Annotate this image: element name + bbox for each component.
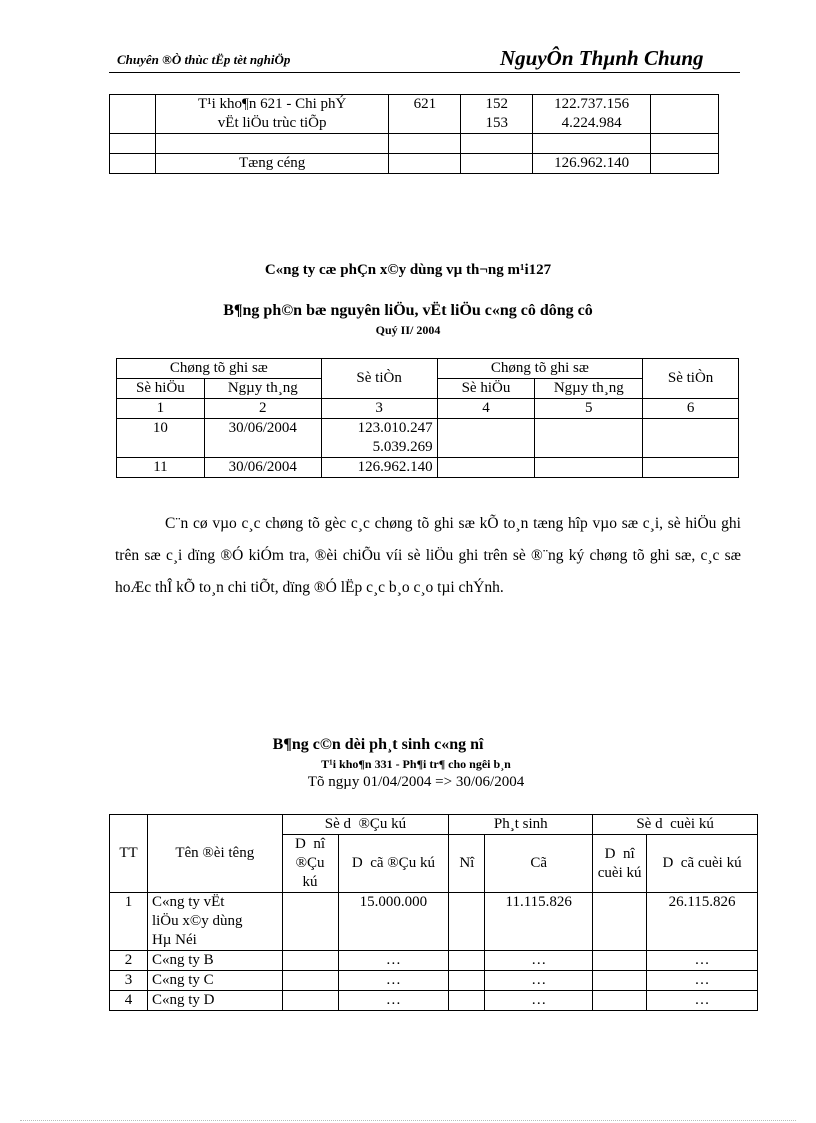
header-line: kú bbox=[302, 874, 318, 890]
name-line: liÖu x©y dùng bbox=[151, 913, 243, 929]
total-label: Tæng céng bbox=[155, 154, 389, 174]
closing-credit-value: … bbox=[647, 991, 758, 1011]
opening-credit-value: … bbox=[338, 971, 449, 991]
credit-line: 152 bbox=[485, 96, 508, 112]
voucher-number: 10 bbox=[117, 419, 205, 458]
col-number: 2 bbox=[204, 399, 321, 419]
header-line: ®Çu bbox=[295, 855, 325, 871]
col-number: 5 bbox=[535, 399, 643, 419]
balance-date-range: Tõ ngµy 01/04/2004 => 30/06/2004 bbox=[307, 774, 525, 790]
header-divider bbox=[109, 72, 740, 73]
body-paragraph: C¨n cø vµo c¸c chøng tõ gèc c¸c chøng tõ ghi sæ kÕ to¸n tæng hîp vµo sæ c¸i, sè hiÖu ghi trên sæ c¸i dïng ®Ó kiÓm tra, ®èi chiÕu víi sè liÖu ghi trên sè ®¨ng ký chøng tõ ghi sæ, c¸c sæ hoÆc thÎ kÕ to¸n chi tiÕt, dïng ®Ó lËp c¸c b¸o c¸o tµi chÝnh. bbox=[115, 515, 741, 596]
header-line: D nî bbox=[604, 845, 635, 862]
amounts bbox=[533, 95, 651, 134]
opening-credit-value: … bbox=[338, 951, 449, 971]
credit-line: 153 bbox=[485, 115, 508, 131]
allocation-table bbox=[116, 358, 739, 478]
voucher-group-header: Chøng tõ ghi sæ bbox=[117, 359, 322, 379]
amount-line: 5.039.269 bbox=[372, 439, 433, 455]
voucher-group-header: Chøng tõ ghi sæ bbox=[437, 359, 643, 379]
account-description bbox=[155, 95, 389, 134]
voucher-amount: 126.962.140 bbox=[321, 458, 437, 478]
row-name: C«ng ty B bbox=[147, 951, 282, 971]
table-row bbox=[110, 95, 719, 134]
credit-value: 11.115.826 bbox=[485, 893, 593, 951]
credit-accounts bbox=[461, 95, 533, 134]
header-author-name: NguyÔn Thµnh Chung bbox=[500, 46, 704, 70]
amount-line: 123.010.247 bbox=[357, 420, 433, 436]
number-header: Sè hiÖu bbox=[117, 379, 205, 399]
balance-table bbox=[109, 814, 758, 1011]
closing-header: Sè d cuèi kú bbox=[593, 815, 758, 835]
tt-header: TT bbox=[110, 815, 148, 893]
footer-divider bbox=[20, 1120, 796, 1121]
amount-header: Sè tiÒn bbox=[643, 359, 739, 399]
name-line: Hµ Néi bbox=[151, 932, 197, 948]
opening-credit-header: D cã ®Çu kú bbox=[338, 835, 449, 893]
col-number: 6 bbox=[643, 399, 739, 419]
closing-credit-value: 26.115.826 bbox=[647, 893, 758, 951]
desc-line: T¹i kho¶n 621 - Chi phÝ bbox=[197, 96, 347, 112]
opening-debit-header bbox=[282, 835, 338, 893]
row-tt: 2 bbox=[110, 951, 148, 971]
credit-value: … bbox=[485, 971, 593, 991]
row-tt: 3 bbox=[110, 971, 148, 991]
col-number: 3 bbox=[321, 399, 437, 419]
table-row-total bbox=[110, 154, 719, 174]
header-line: cuèi kú bbox=[597, 864, 642, 881]
cost-table bbox=[109, 94, 719, 174]
row-tt: 1 bbox=[110, 893, 148, 951]
debit-header: Nî bbox=[449, 835, 485, 893]
credit-value: … bbox=[485, 951, 593, 971]
voucher-date: 30/06/2004 bbox=[204, 458, 321, 478]
company-name: C«ng ty cæ phÇn x©y dùng vµ th¬ng m¹i127 bbox=[264, 262, 552, 278]
row-tt: 4 bbox=[110, 991, 148, 1011]
total-amount: 126.962.140 bbox=[533, 154, 651, 174]
balance-subtitle: T¹i kho¶n 331 - Ph¶i tr¶ cho ngêi b¸n bbox=[321, 757, 511, 771]
closing-credit-value: … bbox=[647, 971, 758, 991]
allocation-title: B¶ng ph©n bæ nguyên liÖu, vËt liÖu c«ng cô dông cô bbox=[223, 302, 593, 319]
opening-credit-value: … bbox=[338, 991, 449, 1011]
header-document-title: Chuyên ®Ò thùc tËp tèt nghiÖp bbox=[117, 52, 291, 67]
table-row bbox=[117, 419, 739, 458]
period-label: Quý II/ 2004 bbox=[375, 323, 441, 337]
closing-debit-header bbox=[593, 835, 647, 893]
header-line: D nî bbox=[295, 836, 326, 852]
row-name bbox=[147, 893, 282, 951]
table-row bbox=[110, 991, 758, 1011]
opening-header: Sè d ®Çu kú bbox=[282, 815, 449, 835]
credit-value: … bbox=[485, 991, 593, 1011]
date-header: Ngµy th¸ng bbox=[204, 379, 321, 399]
row-name: C«ng ty D bbox=[147, 991, 282, 1011]
table-row bbox=[110, 134, 719, 154]
amount-line: 4.224.984 bbox=[561, 115, 622, 131]
table-row bbox=[110, 951, 758, 971]
credit-header: Cã bbox=[485, 835, 593, 893]
col-number: 4 bbox=[437, 399, 535, 419]
column-number-row bbox=[117, 399, 739, 419]
row-name: C«ng ty C bbox=[147, 971, 282, 991]
date-header: Ngµy th¸ng bbox=[535, 379, 643, 399]
table-row bbox=[110, 971, 758, 991]
opening-credit-value: 15.000.000 bbox=[338, 893, 449, 951]
amount-header: Sè tiÒn bbox=[321, 359, 437, 399]
amount-line: 122.737.156 bbox=[554, 96, 630, 112]
col-number: 1 bbox=[117, 399, 205, 419]
arising-header: Ph¸t sinh bbox=[449, 815, 593, 835]
voucher-date: 30/06/2004 bbox=[204, 419, 321, 458]
balance-title: B¶ng c©n dèi ph¸t sinh c«ng nî bbox=[272, 736, 484, 753]
table-header-row bbox=[117, 359, 739, 379]
closing-credit-header: D cã cuèi kú bbox=[647, 835, 758, 893]
table-header-row bbox=[110, 815, 758, 835]
debit-account: 621 bbox=[389, 95, 461, 134]
table-row bbox=[110, 893, 758, 951]
name-line: C«ng ty vËt bbox=[151, 894, 225, 910]
voucher-amounts bbox=[321, 419, 437, 458]
table-row bbox=[117, 458, 739, 478]
voucher-number: 11 bbox=[117, 458, 205, 478]
desc-line: vËt liÖu trùc tiÕp bbox=[217, 115, 327, 131]
name-header: Tên ®èi têng bbox=[147, 815, 282, 893]
number-header: Sè hiÖu bbox=[437, 379, 535, 399]
closing-credit-value: … bbox=[647, 951, 758, 971]
